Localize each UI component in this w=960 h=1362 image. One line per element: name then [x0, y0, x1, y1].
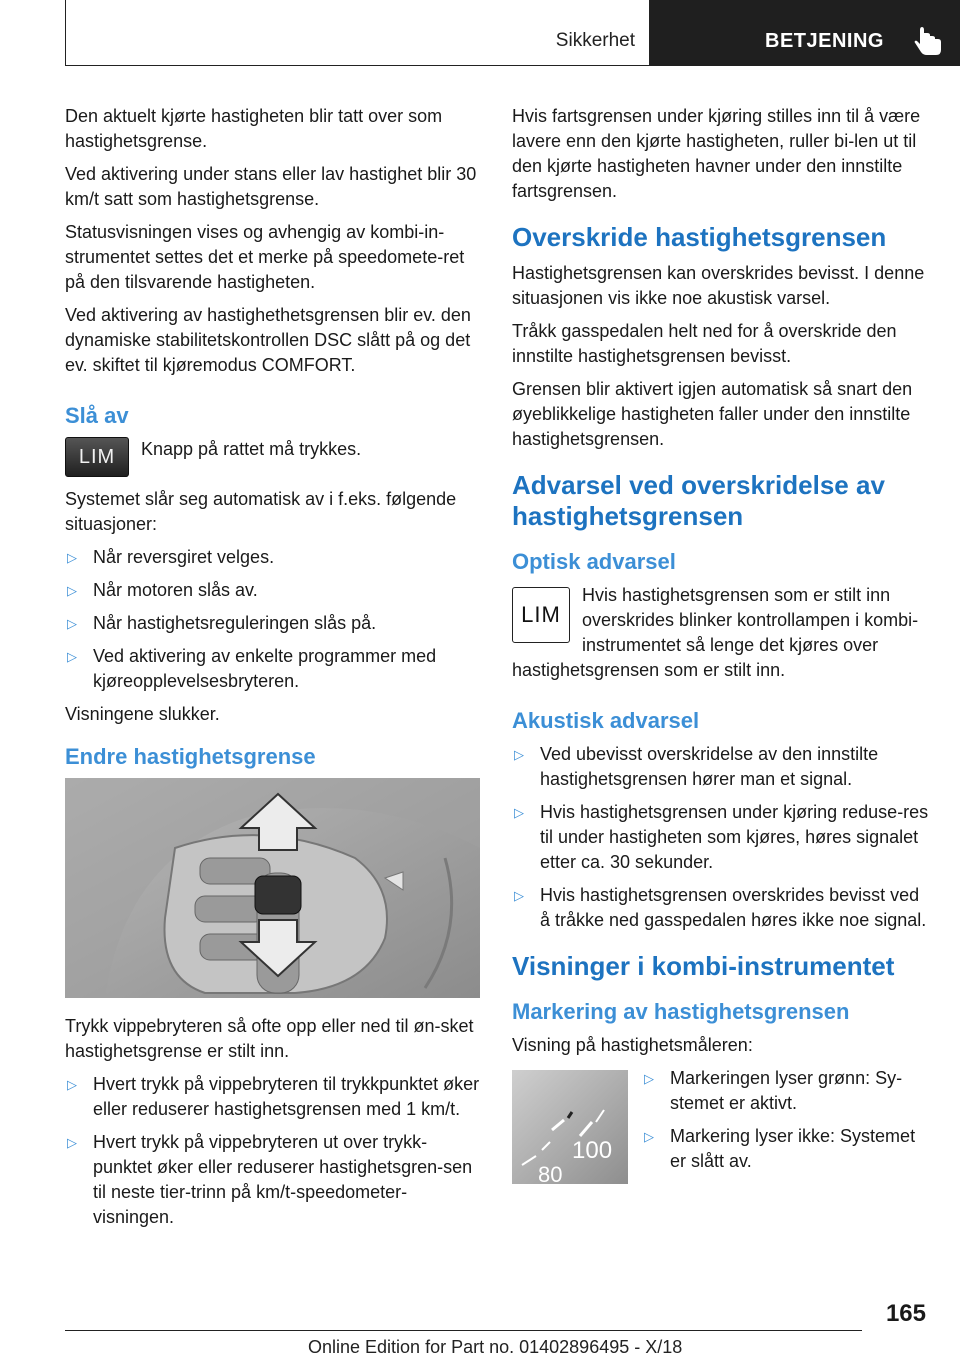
triangle-bullet-icon: ▷ — [67, 649, 77, 664]
paragraph: Visning på hastighetsmåleren: — [512, 1035, 753, 1055]
paragraph: Ved aktivering av hastighethetsgrensen blir ev. den dynamiske stabilitetskontrollen DSC slått på og det ev. skiftet til kjøremodus COMFORT. — [65, 305, 471, 375]
triangle-bullet-icon: ▷ — [67, 583, 77, 598]
header-chapter-tab — [650, 0, 960, 66]
lim-lamp-row — [512, 583, 930, 691]
paragraph: Den aktuelt kjørte hastigheten blir tatt over som hastighetsgrense. — [65, 106, 443, 151]
speedo-label-80: 80 — [538, 1162, 563, 1184]
heading-optisk: Optisk advarsel — [512, 549, 676, 574]
triangle-bullet-icon: ▷ — [67, 1077, 77, 1092]
paragraph: Knapp på rattet må trykkes. — [141, 439, 362, 459]
page-number: 165 — [885, 1300, 926, 1327]
right-column — [512, 104, 930, 1200]
lim-button-row — [65, 437, 480, 477]
left-column — [65, 104, 480, 1238]
bullet-list — [642, 1066, 930, 1182]
heading-visninger: Visninger i kombi-instrumentet — [512, 951, 895, 981]
bullet-list — [512, 742, 930, 933]
paragraph: Hvis hastighetsgrensen som er stilt inn overskrides blinker kontrollampen i kombi-instrumentet så lenge det kjøres over hastighetsgrensen som er stilt inn. — [512, 585, 919, 680]
list-item: ▷ Hvis hastighetsgrensen under kjøring reduse-res til under hastigheten som kjøres, høres signalet etter ca. 30 sekunder. — [514, 802, 929, 872]
header-section-tab — [65, 0, 650, 66]
heading-advarsel: Advarsel ved overskridelse av hastighetsgrensen — [512, 470, 885, 531]
heading-endre: Endre hastighetsgrense — [65, 744, 316, 769]
list-item: ▷ Markeringen lyser grønn: Sy-stemet er aktivt. — [644, 1068, 903, 1113]
triangle-bullet-icon: ▷ — [67, 550, 77, 565]
list-item: ▷ Hvis hastighetsgrensen overskrides bevisst ved å tråkke ned gasspedalen høres ikke noe signal. — [514, 885, 927, 930]
chapter-title: BETJENING — [765, 30, 884, 52]
paragraph: Ved aktivering under stans eller lav hastighet blir 30 km/t satt som hastighetsgrense. — [65, 164, 477, 209]
steering-wheel-rocker-image — [65, 778, 480, 998]
triangle-bullet-icon: ▷ — [514, 888, 524, 903]
lim-button-icon: LIM — [65, 437, 129, 477]
triangle-bullet-icon: ▷ — [67, 616, 77, 631]
list-item: ▷ Ved ubevisst overskridelse av den innstilte hastighetsgrensen hører man et signal. — [514, 744, 879, 789]
section-title: Sikkerhet — [555, 30, 635, 51]
speedometer-image — [512, 1070, 628, 1184]
heading-markering: Markering av hastighetsgrensen — [512, 999, 850, 1024]
paragraph: Statusvisningen vises og avhengig av kombi-in-strumentet settes det et merke på speedomete-ret på den tilsvarende hastigheten. — [65, 222, 465, 292]
bullet-list — [65, 545, 480, 694]
paragraph: Hvis fartsgrensen under kjøring stilles inn til å være lavere enn den kjørte hastigheten, ruller bi-len ut til den kjørte hastigheten havner under den innstilte fartsgrensen. — [512, 106, 921, 201]
list-item: ▷ Når hastighetsreguleringen slås på. — [65, 611, 480, 636]
footer-rule — [65, 1330, 862, 1331]
page-header — [65, 0, 960, 66]
list-item: ▷ Når motoren slås av. — [65, 578, 480, 603]
triangle-bullet-icon: ▷ — [514, 805, 524, 820]
paragraph: Systemet slår seg automatisk av i f.eks. følgende situasjoner: — [65, 489, 457, 534]
lim-indicator-lamp-icon: LIM — [512, 587, 570, 643]
triangle-bullet-icon: ▷ — [644, 1129, 654, 1144]
speedo-label-100: 100 — [572, 1137, 613, 1164]
list-item: ▷ Ved aktivering av enkelte programmer med kjøreopplevelsesbryteren. — [67, 646, 437, 691]
list-item: ▷ Hvert trykk på vippebryteren til trykkpunktet øker eller reduserer hastighetsgrensen med 1 km/t. — [67, 1074, 480, 1119]
list-item: ▷ Når reversgiret velges. — [65, 545, 480, 570]
hand-pointer-icon — [912, 24, 946, 58]
heading-overskride: Overskride hastighetsgrensen — [512, 222, 887, 252]
bullet-list — [65, 1072, 480, 1230]
triangle-bullet-icon: ▷ — [644, 1071, 654, 1086]
triangle-bullet-icon: ▷ — [67, 1135, 77, 1150]
paragraph: Tråkk gasspedalen helt ned for å overskride den innstilte hastighetsgrensen bevisst. — [512, 321, 897, 366]
edition-text: Online Edition for Part no. 01402896495 - X/18 — [308, 1337, 683, 1357]
paragraph: Visningene slukker. — [65, 704, 220, 724]
heading-akustisk: Akustisk advarsel — [512, 708, 700, 733]
list-item: ▷ Markering lyser ikke: Systemet er slått av. — [644, 1126, 916, 1171]
speedometer-row — [512, 1066, 930, 1190]
triangle-bullet-icon: ▷ — [514, 747, 524, 762]
heading-sla-av: Slå av — [65, 403, 129, 428]
list-item: ▷ Hvert trykk på vippebryteren ut over trykk-punktet øker eller reduserer hastighetsgren-sen til neste tier-trinn på km/t-speedometer-visningen. — [67, 1132, 473, 1227]
paragraph: Trykk vippebryteren så ofte opp eller ned til øn-sket hastighetsgrense er stilt inn. — [65, 1016, 474, 1061]
paragraph: Hastighetsgrensen kan overskrides bevisst. I denne situasjonen vis ikke noe akustisk varsel. — [512, 263, 925, 308]
paragraph: Grensen blir aktivert igjen automatisk så snart den øyeblikkelige hastigheten faller under den innstilte hastighetsgrensen. — [512, 379, 913, 449]
